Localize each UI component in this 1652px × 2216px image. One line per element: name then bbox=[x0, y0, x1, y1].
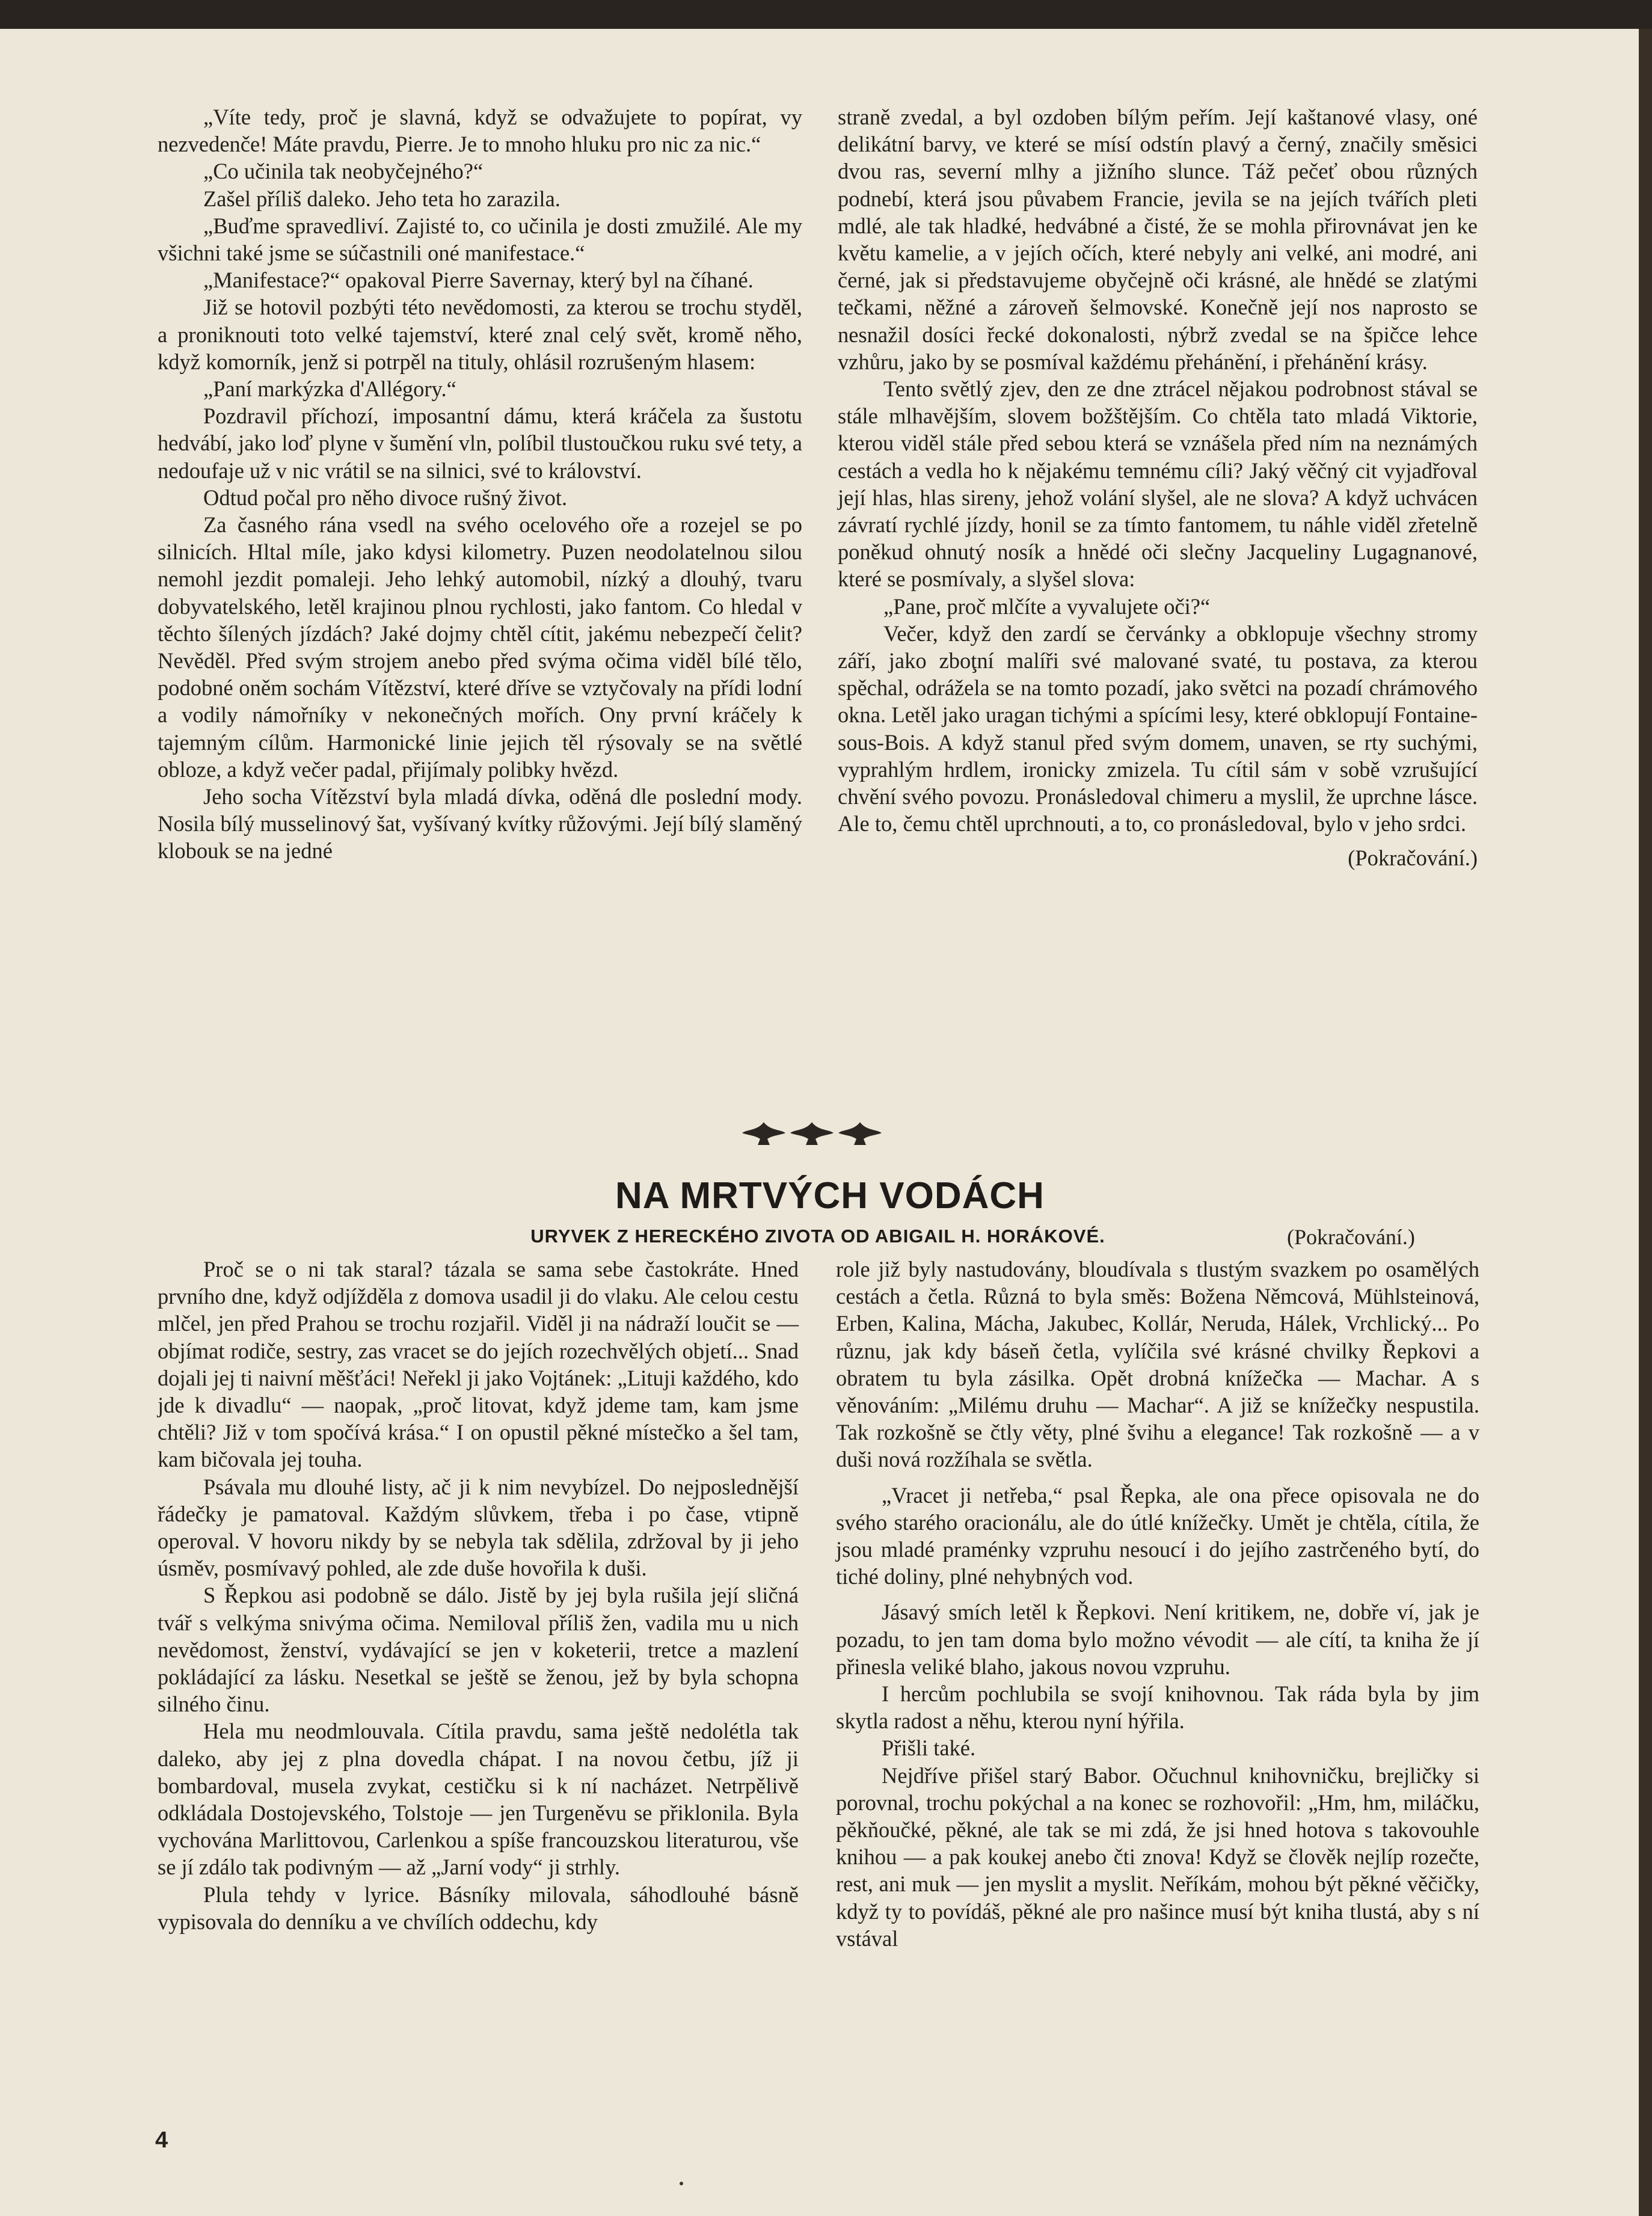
top-left-column bbox=[158, 103, 802, 865]
magazine-page bbox=[0, 29, 1652, 2216]
paragraph: „Vracet ji netřeba,“ psal Řepka, ale ona přece opisovala ne do svého starého oracionálu, ale do útlé knížečky. Umět je chtěla, cítila, že jsou mladé praménky vzpruhu nesoucí i do jejího zastrčeného bytí, do tiché doliny, plné nehybných vod. bbox=[836, 1482, 1479, 1589]
paragraph: I hercům pochlubila se svojí knihovnou. Tak ráda byla by jim skytla radost a něhu, kterou nyní hýřila. bbox=[836, 1681, 1479, 1734]
paragraph: „Buďme spravedliví. Zajisté to, co učinila je dosti zmužilé. Ale my všichni také jsme se súčastnili oné manifestace.“ bbox=[158, 213, 802, 266]
paragraph: Za časného rána vsedl na svého ocelového oře a rozejel se po silnicích. Hltal míle, jako kdysi kilometry. Puzen neodolatelnou silou nemohl jezdit pomaleji. Jeho lehký automobil, nízký a dlouhý, tvaru dobyvatelského, letěl krajinou plnou rychlosti, jako fantom. Co hledal v těchto šílených jízdách? Jaké dojmy chtěl cítit, jakému nebezpečí čelit? Nevěděl. Před svým strojem anebo před svýma očima viděl bílé tělo, podobné oněm sochám Vítězství, které dříve se vztyčovaly na přídi lodní a vodily námořníky v nekonečných mořích. Ony první kráčely k tajemným cílům. Harmonické linie jejich těl rýsovaly se na světlé obloze, a když večer padal, přijímaly polibky hvězd. bbox=[158, 512, 802, 782]
article-continuation-note: (Pokračování.) bbox=[1287, 1225, 1415, 1249]
paragraph: Plula tehdy v lyrice. Básníky milovala, sáhodlouhé básně vypisovala do denníku a ve chvílích oddechu, kdy bbox=[158, 1882, 799, 1934]
paragraph: Zašel příliš daleko. Jeho teta ho zarazila. bbox=[203, 186, 560, 211]
top-right-column bbox=[838, 103, 1478, 872]
paragraph: Již se hotovil pozbýti této nevědomosti, za kterou se trochu styděl, a proniknouti toto velké tajemství, které znal celý svět, kromě něho, když komorník, jenž si potrpěl na tituly, ohlásil rozrušeným hlasem: bbox=[158, 295, 802, 374]
paragraph: „Víte tedy, proč je slavná, když se odvažujete to popírat, vy nezvedenče! Máte pravdu, Pierre. Je to mnoho hluku pro nic za nic.“ bbox=[158, 105, 802, 157]
paragraph: Nejdříve přišel starý Babor. Očuchnul knihovničku, brejličky si porovnal, trochu pokýchal a na konec se rozhovořil: „Hm, hm, miláčku, pěkňoučké, pěkné, ale tak se mi zdá, že jsi hned hotova s takovouhle knihou — a pak koukej anebo čti znova! Když se člověk nejlíp rozečte, rest, ani muk — jen myslit a myslit. Neříkám, mohou být pěkné věčičky, když ty to povídáš, pěkné ale pro našince musí být kniha tlustá, aby s ní vstával bbox=[836, 1763, 1479, 1951]
fleuron-ornament-icon bbox=[740, 1117, 884, 1147]
bottom-left-column bbox=[158, 1256, 799, 1935]
paragraph: role již byly nastudovány, bloudívala s tlustým svazkem po osamělých cestách a četla. Různá to byla směs: Božena Němcová, Mühlsteinová, Erben, Kalina, Mácha, Jakubec, Kollár, Neruda, Hálek, Vrchlický... Po různu, jak kdy báseň četla, vylíčila své krásné chvilky Řepkovi a obratem tu byla zásilka. Opět drobná knížečka — Machar. A s věnováním: „Milému druhu — Machar“. A již se knížečky nespustila. Tak rozkošně se čtly věty, plné švihu a elegance! Tak rozkošně — a v duši nová rozžíhala se světla. bbox=[836, 1257, 1479, 1472]
paragraph: Večer, když den zardí se červánky a obklopuje všechny stromy září, jako zboţní malíři své malované svaté, tu postava, za kterou spěchal, odrážela se na tomto pozadí, jako světci na pozadí chrámového okna. Letěl jako uragan tichými a spícími lesy, které obklopují Fontaine-sous-Bois. A když stanul před svým domem, unaven, se rty suchými, vyprahlým hrdlem, ironicky zmizela. Tu cítil sám v sobě vzrušující chvění svého povozu. Pronásledoval chimeru a myslil, že uprchne lásce. Ale to, čemu chtěl uprchnouti, a to, co pronásledoval, bylo v jeho srdci. bbox=[838, 621, 1478, 836]
paragraph: Tento světlý zjev, den ze dne ztrácel nějakou podrobnost stával se stále mlhavějším, slovem božštějším. Co chtěla tato mladá Viktorie, kterou viděl stále před sebou která se vznášela před ním na neznámých cestách a vedla ho k nějakému temnému cíli? Jaký věčný cit vyjadřoval její hlas, hlas sireny, jehož volání slyšel, ale ne slova? A když uchvácen závratí rychlé jízdy, honil se za tímto fantomem, tu náhle viděl zřetelně poněkud ohnutý nosík a hnědé oči slečny Jacqueliny Lugagnanové, které se posmívaly, a slyšel slova: bbox=[838, 376, 1478, 592]
continued-note: (Pokračování.) bbox=[1348, 846, 1478, 871]
paragraph: Přišli také. bbox=[882, 1736, 976, 1761]
paragraph: „Paní markýzka d'Allégory.“ bbox=[203, 376, 456, 402]
article-title: NA MRTVÝCH VODÁCH bbox=[615, 1175, 1045, 1217]
paragraph: S Řepkou asi podobně se dálo. Jistě by jej byla rušila její sličná tvář s velkýma snivýma očima. Nemiloval příliš žen, vadila mu u nich nevědomost, ženství, vydávající se jen v koketerii, tretce a mazlení pokládající za lásku. Nesetkal se ještě se ženou, jež by byla schopna silného činu. bbox=[158, 1583, 799, 1717]
paragraph: Pozdravil příchozí, imposantní dámu, která kráčela za šustotu hedvábí, jako loď plyne v šumění vln, políbil tlustoučkou ruku své tety, a nedoufaje už v nic vrátil se na silnici, své to království. bbox=[158, 404, 802, 483]
print-speck bbox=[680, 2182, 683, 2185]
bottom-right-column bbox=[836, 1256, 1479, 1952]
paragraph: „Manifestace?“ opakoval Pierre Savernay, který byl na číhané. bbox=[203, 268, 754, 293]
paragraph: Hela mu neodmlouvala. Cítila pravdu, sama ještě nedolétla tak daleko, aby jej z plna dovedla chápat. I na novou četbu, jíž ji bombardoval, musela zvykat, cestičku si k ní nacházet. Netrpělivě odkládala Dostojevského, Tolstoje — jen Turgeněvu se přiklonila. Byla vychována Marlittovou, Carlenkou a spíše francouzskou literaturou, vše se jí zdálo tak podivným — až „Jarní vody“ ji strhly. bbox=[158, 1719, 799, 1880]
paragraph: „Co učinila tak neobyčejného?“ bbox=[203, 159, 484, 184]
article-subtitle: URYVEK Z HERECKÉHO ZIVOTA OD ABIGAIL H. HORÁKOVÉ. bbox=[530, 1226, 1105, 1247]
paragraph: Odtud počal pro něho divoce rušný život. bbox=[203, 485, 568, 510]
paragraph: Proč se o ni tak staral? tázala se sama sebe častokráte. Hned prvního dne, když odjížděla z domova usadil ji do vlaku. Ale celou cestu mlčel, jen před Prahou se trochu rozjařil. Viděl ji na nádraží loučit se — objímat rodiče, sestry, zas vracet se do jejích rozechvělých objetí... Snad dojali jej ti naivní měšťáci! Neřekl ji jako Vojtánek: „Lituji každého, kdo jde k divadlu“ — naopak, „proč litovat, když jdeme tam, kam jsme chtěli? Již v tom spočívá krása.“ I on opustil pěkné místečko a šel tam, kam bičovala jej touha. bbox=[158, 1257, 799, 1472]
paragraph: Psávala mu dlouhé listy, ač ji k nim nevybízel. Do nejposlednější řádečky je pamatoval. Každým slůvkem, třeba i po čase, vtipně operoval. V hovoru nikdy by se nebyla tak sdělila, zdržoval by ji jeho úsměv, posmívavý pohled, ale zde duše hovořila k duši. bbox=[158, 1474, 799, 1581]
paragraph: straně zvedal, a byl ozdoben bílým peřím. Její kaštanové vlasy, oné delikátní barvy, ve které se mísí odstín plavý a černý, značily směsici dvou ras, severní mlhy a jižního slunce. Táž pečeť obou různých podnebí, která jsou půvabem Francie, jevila se na jejích tvářích pleti mdlé, ale tak hladké, hedvábné a čisté, že se mohla přirovnávat jen ke květu kamelie, a v jejích očích, které nebyly ani velké, ani modré, ani černé, jak si představujeme obyčejně oči krásné, ale hnědé se zlatými tečkami, něžné a zároveň šelmovské. Konečně její nos naprosto se nesnažil dosíci řecké dokonalosti, nýbrž zvedal se na špičce lehce vzhůru, jako by se posmíval každému přehánění, i přehánění krásy. bbox=[838, 105, 1478, 374]
page-number: 4 bbox=[155, 2128, 168, 2153]
paragraph: Jeho socha Vítězství byla mladá dívka, oděná dle poslední mody. Nosila bílý musselinový šat, vyšívaný kvítky růžovými. Její bílý slaměný klobouk se na jedné bbox=[158, 784, 802, 864]
paragraph: „Pane, proč mlčíte a vyvalujete oči?“ bbox=[883, 594, 1211, 619]
paragraph: Jásavý smích letěl k Řepkovi. Není kritikem, ne, dobře ví, jak je pozadu, to jen tam doma bylo možno vévodit — ale cítí, ta kniha že jí přinesla veliké blaho, jakous novou vzpruhu. bbox=[836, 1600, 1479, 1679]
